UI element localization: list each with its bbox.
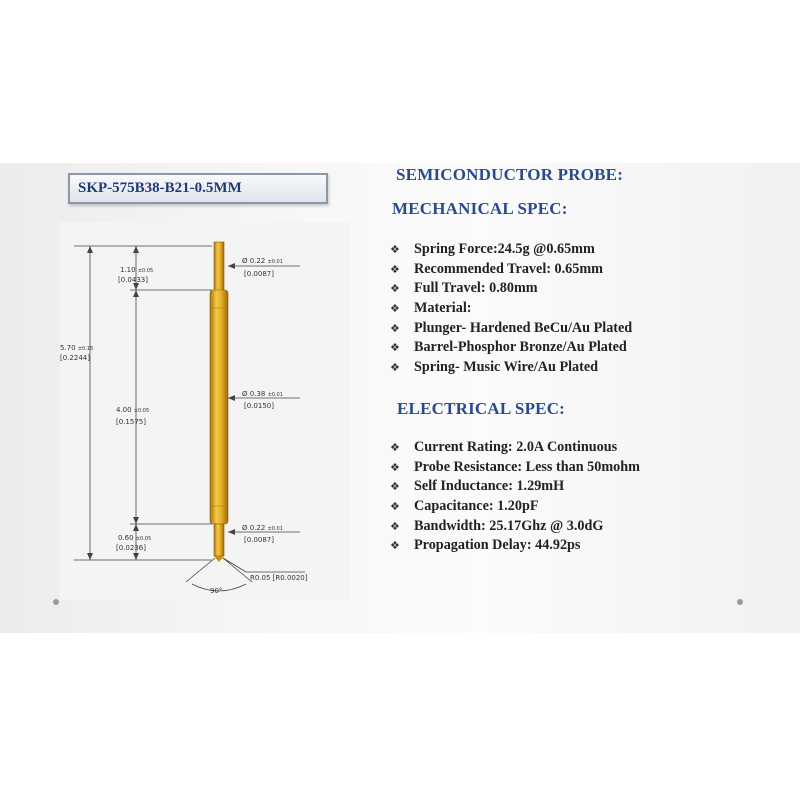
list-item: ❖ Self Inductance: 1.29mH [390,477,640,497]
svg-text:Ø 0.22 ±0.01 [242,524,283,532]
dim-bot-len: 0.60 [118,534,134,542]
dim-top-len: 1.10 [120,266,136,274]
list-item: ❖ Spring Force:24.5g @0.65mm [390,240,632,260]
bullet-icon: ❖ [390,282,400,296]
bullet-icon: ❖ [390,361,400,375]
electrical-spec-list [390,438,640,556]
tip-angle-line-left [186,558,215,582]
dim-bot-dia-in: [0.0087] [244,536,274,544]
dim-top-dia: Ø 0.22 [242,257,266,265]
prev-slide-dot-icon[interactable] [53,599,59,605]
svg-text:1.10 ±0.05 [120,266,153,274]
list-item: ❖ Material: [390,299,632,319]
dim-barrel-len: 4.00 [116,406,132,414]
list-item: ❖ Barrel-Phosphor Bronze/Au Plated [390,338,632,358]
probe-plunger-top [214,242,224,292]
bullet-icon: ❖ [390,441,400,454]
list-item: ❖ Spring- Music Wire/Au Plated [390,358,632,378]
svg-text:5.70 ±0.15 [60,344,93,352]
dim-top-dia-in: [0.0087] [244,270,274,278]
probe-plunger-bottom [214,524,224,556]
product-title-box [68,173,328,204]
bullet-icon: ❖ [390,539,400,553]
bullet-icon: ❖ [390,519,400,533]
list-item: ❖ Current Rating: 2.0A Continuous [390,438,640,458]
dim-total-in: [0.2244] [60,354,90,362]
list-item: ❖ Propagation Delay: 44.92ps [390,536,640,556]
tip-radius: R0.05 [R0.0020] [250,574,308,582]
svg-text:Ø 0.38 ±0.01 [242,390,283,398]
tip-angle-line-right [223,558,252,582]
list-item: ❖ Capacitance: 1.20pF [390,497,640,517]
bullet-icon: ❖ [390,341,400,355]
next-slide-dot-icon[interactable] [737,599,743,605]
svg-text:4.00 ±0.05 [116,406,149,414]
probe-tip [214,556,224,562]
heading-electrical-spec: ELECTRICAL SPEC: [397,399,566,418]
leader-tip-radius [223,558,246,572]
bullet-icon: ❖ [390,302,400,316]
dim-bot-len-tol: ±0.05 [135,536,152,542]
dim-total: 5.70 [60,344,76,352]
dim-total-tol: ±0.15 [77,346,94,352]
dim-bot-dia-tol: ±0.01 [267,526,283,532]
list-item: ❖ Recommended Travel: 0.65mm [390,260,632,280]
bullet-icon: ❖ [390,500,400,514]
dim-barrel-dia-tol: ±0.01 [267,392,283,398]
list-item: ❖ Probe Resistance: Less than 50mohm [390,458,640,478]
dim-barrel-len-tol: ±0.05 [133,408,150,414]
bullet-icon: ❖ [390,460,400,474]
svg-text:0.60 ±0.05 [118,534,151,542]
dim-top-len-tol: ±0.05 [137,268,154,274]
bullet-icon: ❖ [390,243,400,256]
product-code: SKP-575B38-B21-0.5MM [78,180,242,196]
probe-drawing [60,222,350,600]
dim-top-dia-tol: ±0.01 [267,259,283,265]
heading-mechanical-spec: MECHANICAL SPEC: [392,199,568,218]
mechanical-spec-list [390,240,632,378]
dim-bot-dia: Ø 0.22 [242,524,266,532]
heading-semiconductor-probe: SEMICONDUCTOR PROBE: [396,165,624,184]
probe-barrel [210,290,228,524]
list-item: ❖ Bandwidth: 25.17Ghz @ 3.0dG [390,517,640,537]
bullet-icon: ❖ [390,480,400,494]
bullet-icon: ❖ [390,262,400,276]
dim-barrel-len-in: [0.1575] [116,418,146,426]
svg-text:Ø 0.22 ±0.01 [242,257,283,265]
dim-top-len-in: [0.0433] [118,276,148,284]
tip-angle: 90° [210,587,223,595]
list-item: ❖ Plunger- Hardened BeCu/Au Plated [390,319,632,339]
probe-body [210,242,228,562]
dim-barrel-dia-in: [0.0150] [244,402,274,410]
list-item: ❖ Full Travel: 0.80mm [390,279,632,299]
dim-barrel-dia: Ø 0.38 [242,390,266,398]
dim-bot-len-in: [0.0236] [116,544,146,552]
bullet-icon: ❖ [390,321,400,335]
